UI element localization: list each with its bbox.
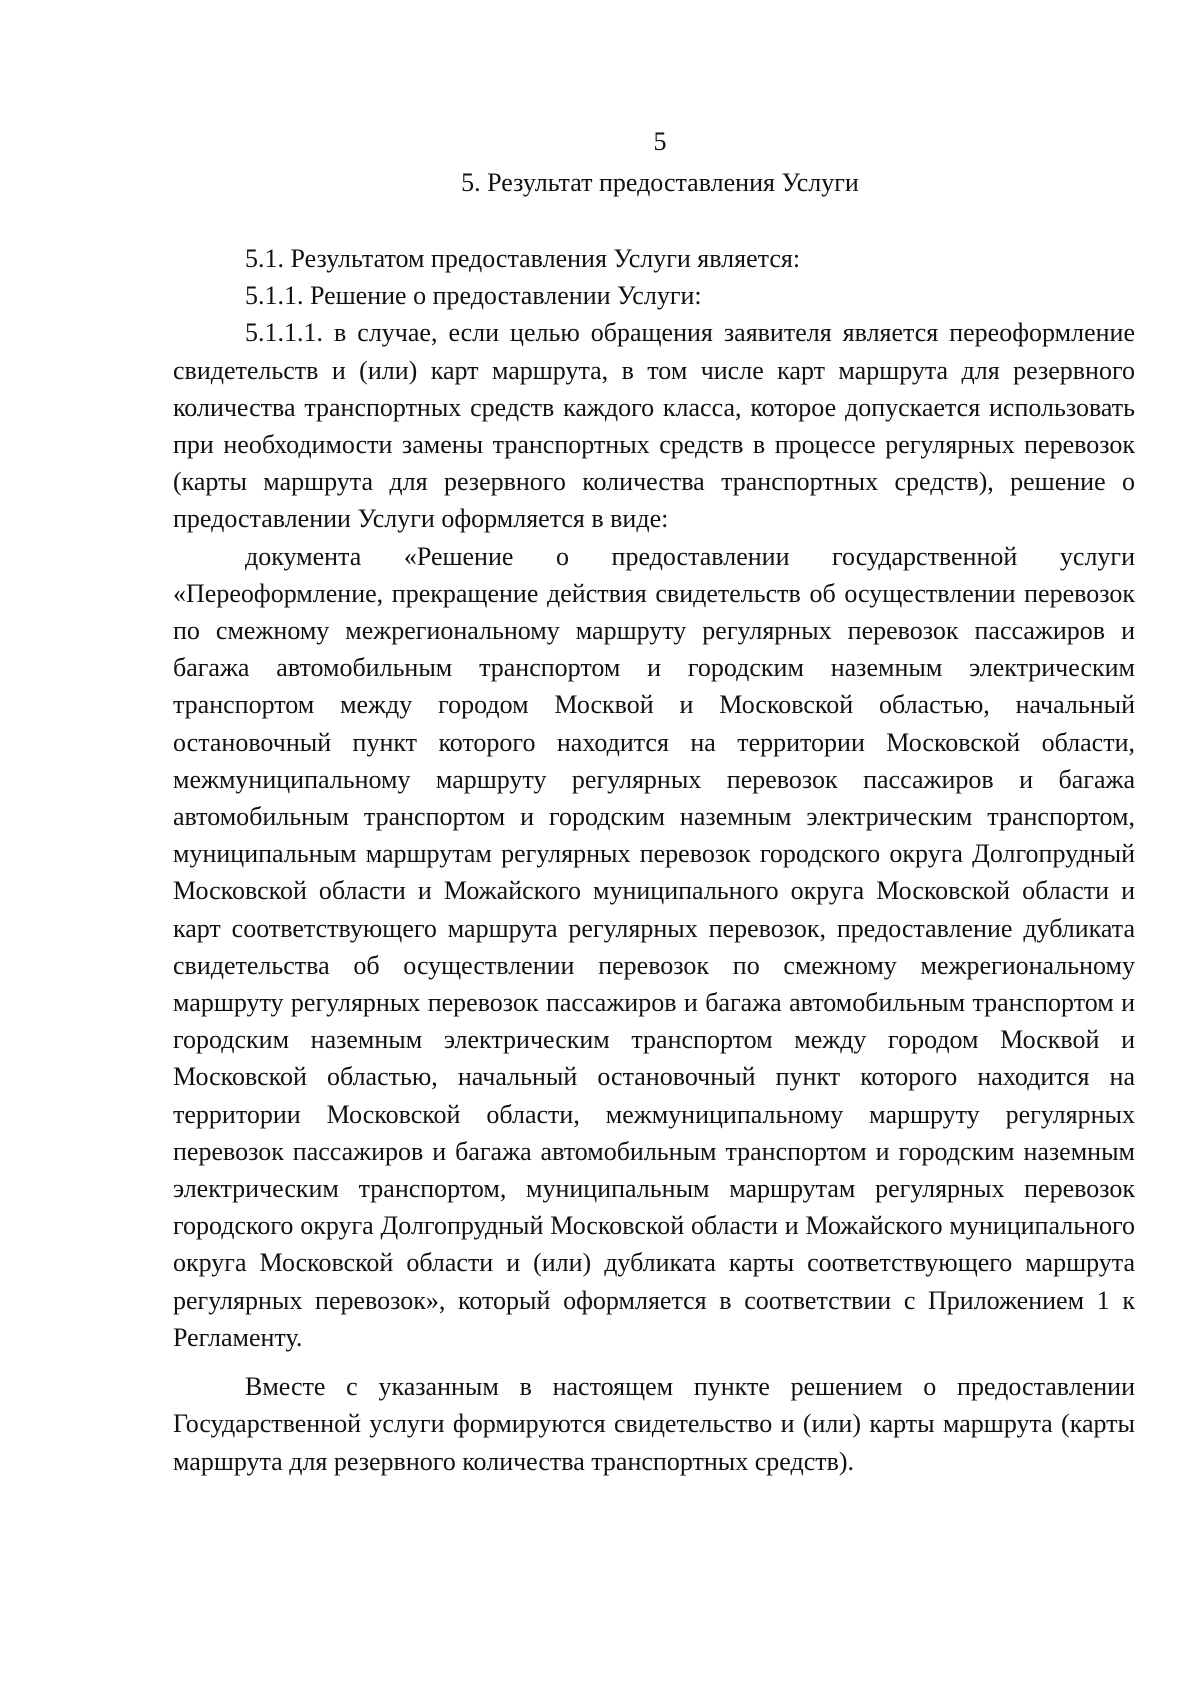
paragraph-5-1-1-1: 5.1.1.1. в случае, если целью обращения заявителя является переоформление свидетельств и (или) карт маршрута, в том числе карт маршрута для резервного количества транспортных средств каждого класса, которое допускается использовать при необходимости замены транспортных средств в процессе регулярных перевозок (карты маршрута для резервного количества транспортных средств), решение о предоставлении Услуги оформляется в виде: bbox=[173, 318, 1135, 534]
paragraph-5-1-1: 5.1.1. Решение о предоставлении Услуги: bbox=[245, 281, 702, 311]
section-heading: 5. Результат предоставления Услуги bbox=[461, 168, 859, 197]
document-body bbox=[173, 240, 1135, 1480]
paragraph-together-with-decision: Вместе с указанным в настоящем пункте решением о предоставлении Государственной услуги формируются свидетельство и (или) карты маршрута (карты маршрута для резервного количества транспортных средств). bbox=[173, 1372, 1135, 1476]
paragraph-document-decision: документа «Решение о предоставлении государственной услуги «Переоформление, прекращение действия свидетельств об осуществлении перевозок по смежному межрегиональному маршруту регулярных перевозок пассажиров и багажа автомобильным транспортом и городским наземным электрическим транспортом между городом Москвой и Московской областью, начальный остановочный пункт которого находится на территории Московской области, межмуниципальному маршруту регулярных перевозок пассажиров и багажа автомобильным транспортом и городским наземным электрическим транспортом, муниципальным маршрутам регулярных перевозок городского округа Долгопрудный Московской области и Можайского муниципального округа Московской области и карт соответствующего маршрута регулярных перевозок, предоставление дубликата свидетельства об осуществлении перевозок по смежному межрегиональному маршруту регулярных перевозок пассажиров и багажа автомобильным транспортом и городским наземным электрическим транспортом между городом Москвой и Московской областью, начальный остановочный пункт которого находится на территории Московской области, межмуниципальному маршруту регулярных перевозок пассажиров и багажа автомобильным транспортом и городским наземным электрическим транспортом, муниципальным маршрутам регулярных перевозок городского округа Долгопрудный Московской области и Можайского муниципального округа Московской области и (или) дубликата карты соответствующего маршрута регулярных перевозок», который оформляется в соответствии с Приложением 1 к Регламенту. bbox=[173, 541, 1135, 1352]
paragraph-5-1: 5.1. Результатом предоставления Услуги является: bbox=[245, 244, 801, 273]
page-number: 5 bbox=[653, 127, 667, 156]
